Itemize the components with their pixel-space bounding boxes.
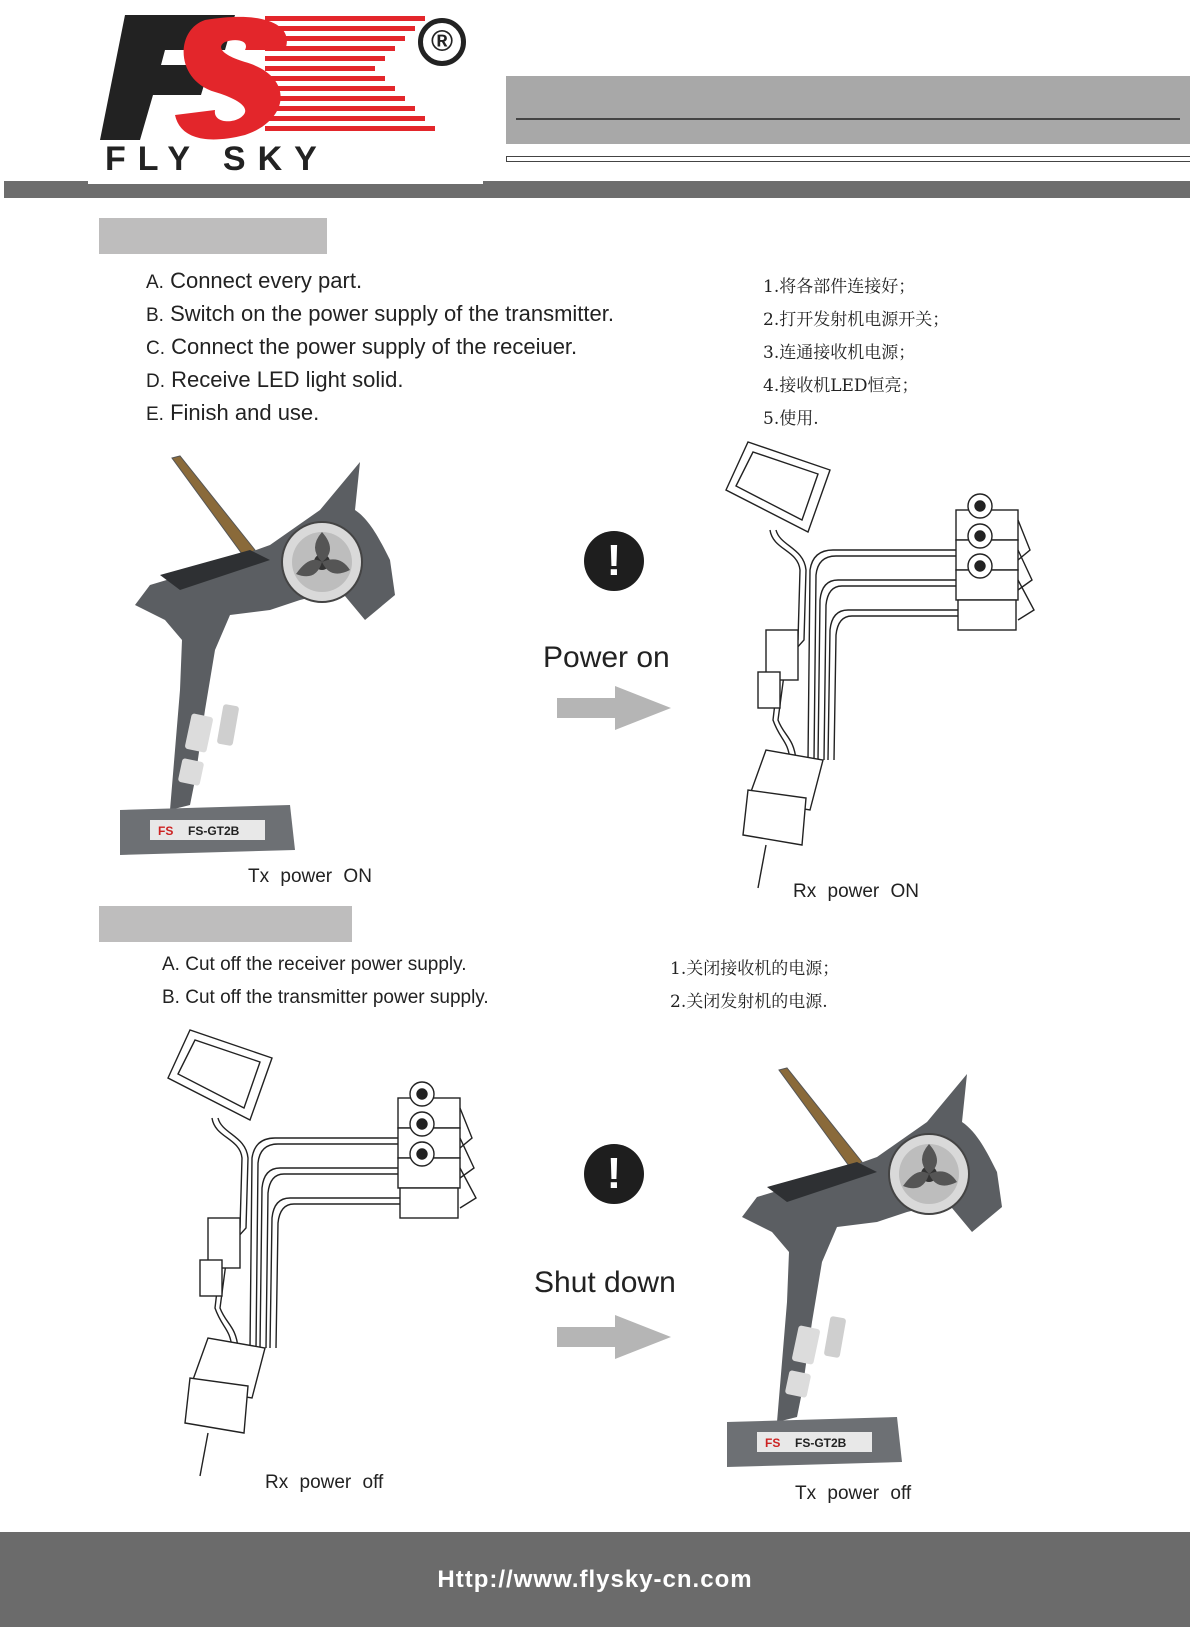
step-cn-1: 1.将各部件连接好； xyxy=(763,277,916,297)
step-e: E. Finish and use. xyxy=(146,400,320,425)
section1-label-bar xyxy=(99,218,327,254)
step-cn-4: 4.接收机LED恒亮； xyxy=(763,376,919,396)
step-b: B. Switch on the power supply of the transmitter. xyxy=(146,301,614,326)
section2-steps-cn xyxy=(670,954,839,1020)
arrow-right-icon xyxy=(557,686,671,730)
transmitter-image xyxy=(120,450,410,860)
shutdown-step-cn-2: 2.关闭发射机的电源. xyxy=(670,992,828,1012)
section2-label-bar xyxy=(99,906,352,942)
shutdown-step-cn-1: 1.关闭接收机的电源； xyxy=(670,959,840,979)
svg-text:FS: FS xyxy=(765,1436,781,1450)
svg-text:FS-GT2B: FS-GT2B xyxy=(795,1436,847,1450)
rx-power-on-caption: Rx power ON xyxy=(793,881,920,902)
exclamation-icon: ! xyxy=(584,1144,644,1204)
svg-text:FS: FS xyxy=(158,824,174,838)
rx-power-off-caption: Rx power off xyxy=(265,1472,384,1493)
footer-website-link[interactable]: Http://www.flysky-cn.com xyxy=(437,1566,753,1593)
section1-steps-cn xyxy=(763,272,949,437)
section1-steps-en xyxy=(146,268,614,433)
tx-power-on-caption: Tx power ON xyxy=(248,866,372,887)
shutdown-step-b: B. Cut off the transmitter power supply. xyxy=(162,987,489,1008)
step-d: D. Receive LED light solid. xyxy=(146,367,404,392)
header-band xyxy=(506,76,1190,144)
header-bar-gap xyxy=(88,178,483,184)
registered-trademark-icon: ® xyxy=(418,18,466,66)
tx-power-off-caption: Tx power off xyxy=(795,1483,912,1504)
header-divider xyxy=(516,118,1180,120)
logo-wordmark: FLY SKY xyxy=(105,140,329,178)
receiver-servo-diagram xyxy=(160,1028,505,1483)
step-cn-3: 3.连通接收机电源； xyxy=(763,343,916,363)
step-cn-2: 2.打开发射机电源开关； xyxy=(763,310,950,330)
shutdown-step-a: A. Cut off the receiver power supply. xyxy=(162,954,467,975)
exclamation-icon: ! xyxy=(584,531,644,591)
arrow-right-icon xyxy=(557,1315,671,1359)
step-a: A. Connect every part. xyxy=(146,268,363,293)
svg-text:FS-GT2B: FS-GT2B xyxy=(188,824,240,838)
section2-steps-en xyxy=(162,954,489,1020)
step-c: C. Connect the power supply of the receiuer. xyxy=(146,334,578,359)
power-on-label: Power on xyxy=(543,641,670,674)
header-thin-rule xyxy=(506,156,1190,162)
transmitter-image xyxy=(727,1062,1017,1472)
shut-down-label: Shut down xyxy=(534,1266,676,1299)
receiver-servo-diagram xyxy=(718,440,1063,895)
step-cn-5: 5.使用. xyxy=(763,409,819,429)
